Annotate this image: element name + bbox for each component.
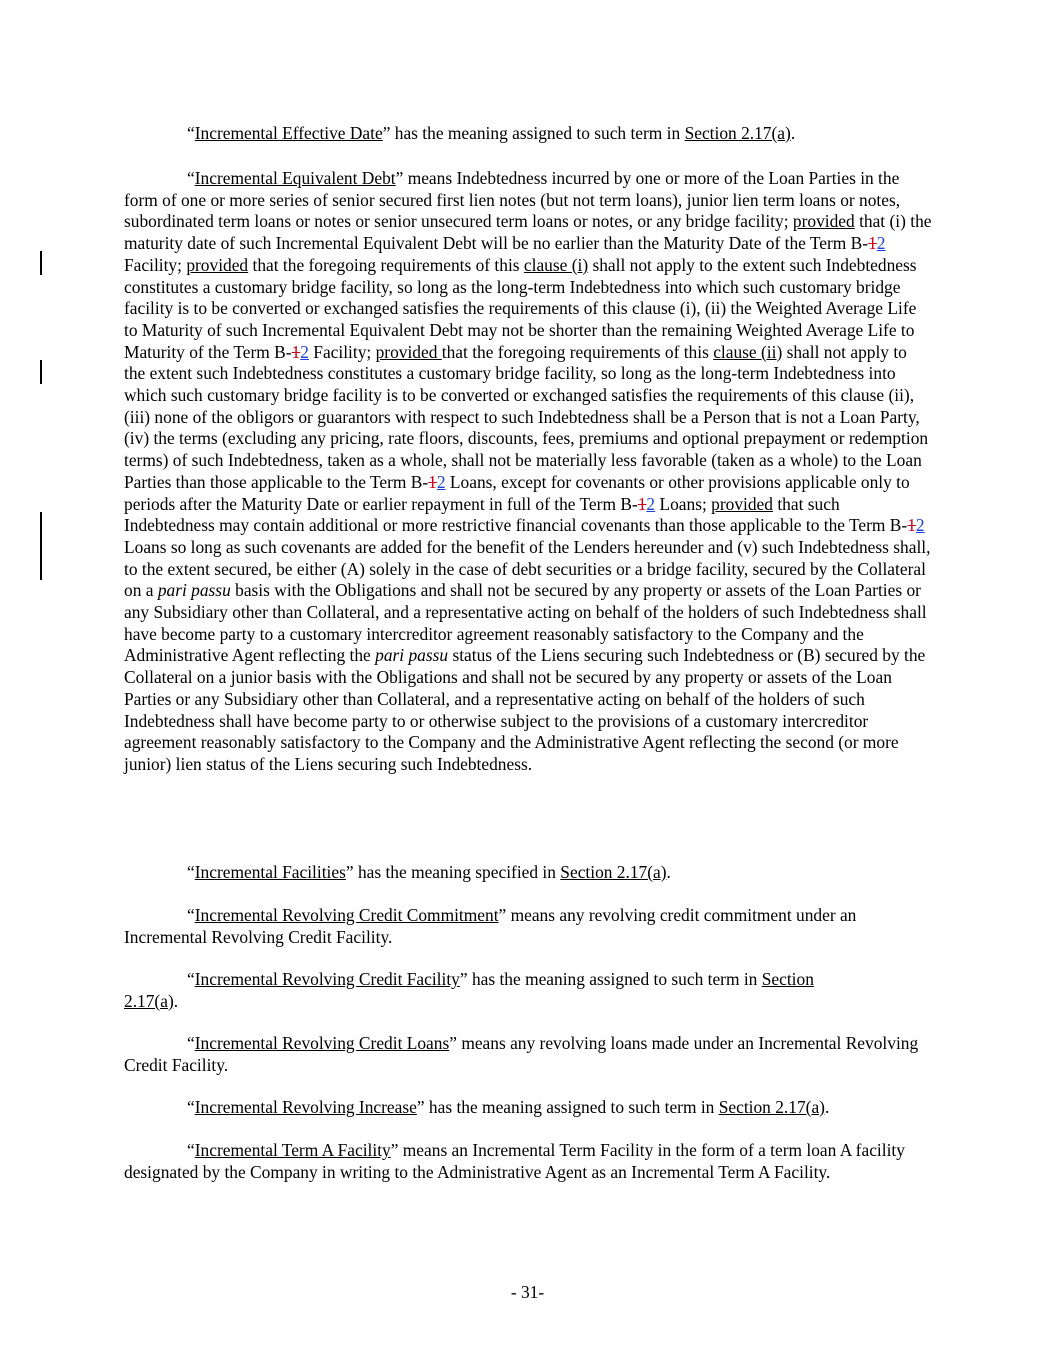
deleted-text: 1 [868, 233, 877, 254]
definition-incremental-revolving-credit-facility: “Incremental Revolving Credit Facility” has the meaning assigned to such term in Section 2.17(a). [124, 969, 814, 1011]
page-number: - 31- [510, 1282, 545, 1302]
provided-term: provided [375, 341, 442, 362]
defined-term: Incremental Revolving Credit Facility [194, 969, 460, 989]
inserted-text: 2 [876, 233, 886, 254]
change-bar [40, 512, 42, 580]
section-reference: Section [761, 969, 814, 989]
defined-term: Incremental Revolving Increase [194, 1097, 417, 1117]
defined-term: Incremental Revolving Credit Commitment [194, 905, 499, 925]
definition-incremental-revolving-increase: “Incremental Revolving Increase” has the meaning assigned to such term in Section 2.17(a). [187, 1097, 830, 1117]
definition-incremental-equivalent-debt: “Incremental Equivalent Debt” means Indebtedness incurred by one or more of the Loan Parties in the form of one or more series of senior secured first lien notes (but not term loans), junior lien term loans or notes, subordinated term loans or notes or senior unsecured term loans or notes, or any bridge facility; provided that (i) the maturity date of such Incremental Equivalent Debt will be no earlier than the Maturity Date of the Term B-12 Facility; provided that the foregoing requirements of this clause (i) shall not apply to the extent such Indebtedness constitutes a customary bridge facility, so long as the long-term Indebtedness into which such customary bridge facility is to be converted or exchanged satisfies the requirements of this clause (i), (ii) the Weighted Average Life to Maturity of such Incremental Equivalent Debt may not be shorter than the remaining Weighted Average Life to Maturity of the Term B-12 Facility; provided that the foregoing requirements of this clause (ii) shall not apply to the extent such Indebtedness constitutes a customary bridge facility, so long as the long-term Indebtedness into which such customary bridge facility is to be converted or exchanged satisfies the requirements of this clause (ii), (iii) none of the obligors or guarantors with respect to such Indebtedness shall be a Person that is not a Loan Party, (iv) the terms (excluding any pricing, rate floors, discounts, fees, premiums and optional prepayment or redemption terms) of such Indebtedness, taken as a whole, shall not be materially less favorable (taken as a whole) to the Loan Parties than those applicable to the Term B-12 Loans, except for covenants or other provisions applicable only to periods after the Maturity Date or earlier repayment in full of the Term B-12 Loans; provided that such Indebtedness may contain additional or more restrictive financial covenants than those applicable to the Term B-12 Loans so long as such covenants are added for the benefit of the Lenders hereunder and (v) such Indebtedness shall, to the extent secured, be either (A) solely in the case of debt securities or a bridge facility, secured by the Collateral on a pari passu basis with the Obligations and shall not be secured by any property or assets of the Loan Parties or any Subsidiary other than Collateral, and a representative acting on behalf of the holders of such Indebtedness shall have become party to a customary intercreditor agreement reasonably satisfactory to the Company and the Administrative Agent reflecting the pari passu status of the Liens securing such Indebtedness or (B) secured by the Collateral on a junior basis with the Obligations and shall not be secured by any property or assets of the Loan Parties or any Subsidiary other than Collateral, and a representative acting on behalf of the holders of such Indebtedness shall have become party to or otherwise subject to the provisions of a customary intercreditor agreement reasonably satisfactory to the Company and the Administrative Agent reflecting the second (or more junior) lien status of the Liens securing such Indebtedness. [124, 168, 932, 774]
deleted-text: 1 [291, 341, 301, 362]
deleted-text: 1 [428, 471, 437, 492]
inserted-text: 2 [915, 515, 925, 536]
definition-incremental-effective-date: “Incremental Effective Date” has the meaning assigned to such term in Section 2.17(a). [187, 123, 796, 143]
definition-incremental-revolving-credit-commitment: “Incremental Revolving Credit Commitment” means any revolving credit commitment under an Incremental Revolving Credit Facility. [124, 905, 857, 947]
inserted-text: 2 [300, 341, 309, 362]
provided-term: provided [792, 211, 855, 232]
deleted-text: 1 [637, 493, 647, 514]
section-reference: Section 2.17(a) [684, 123, 791, 143]
deleted-text: 1 [907, 515, 916, 536]
change-bar [40, 360, 42, 384]
inserted-text: 2 [436, 471, 446, 492]
defined-term: Incremental Revolving Credit Loans [194, 1033, 450, 1053]
definition-incremental-revolving-credit-loans: “Incremental Revolving Credit Loans” means any revolving loans made under an Incremental Revolving Credit Facility. [124, 1033, 919, 1075]
defined-term: Incremental Effective Date [194, 123, 383, 143]
provided-term: provided [186, 254, 249, 275]
clause-reference: clause (ii) [713, 341, 783, 362]
defined-term: Incremental Equivalent Debt [194, 168, 396, 188]
defined-term: Incremental Facilities [194, 862, 346, 882]
definition-incremental-term-a-facility: “Incremental Term A Facility” means an Incremental Term Facility in the form of a term loan A facility designated by the Company in writing to the Administrative Agent as an Incremental Term A Facility. [124, 1140, 905, 1182]
section-reference: Section 2.17(a) [718, 1097, 825, 1117]
defined-term: Incremental Term A Facility [194, 1140, 391, 1160]
italic-term: pari passu [157, 580, 231, 601]
definition-incremental-facilities: “Incremental Facilities” has the meaning specified in Section 2.17(a). [187, 862, 671, 882]
change-bar [40, 251, 42, 275]
section-reference: 2.17(a) [124, 990, 174, 1011]
section-reference: Section 2.17(a) [560, 862, 667, 882]
italic-term: pari passu [375, 645, 449, 666]
provided-term: provided [711, 493, 773, 514]
clause-reference: clause (i) [523, 254, 589, 275]
inserted-text: 2 [646, 493, 656, 514]
